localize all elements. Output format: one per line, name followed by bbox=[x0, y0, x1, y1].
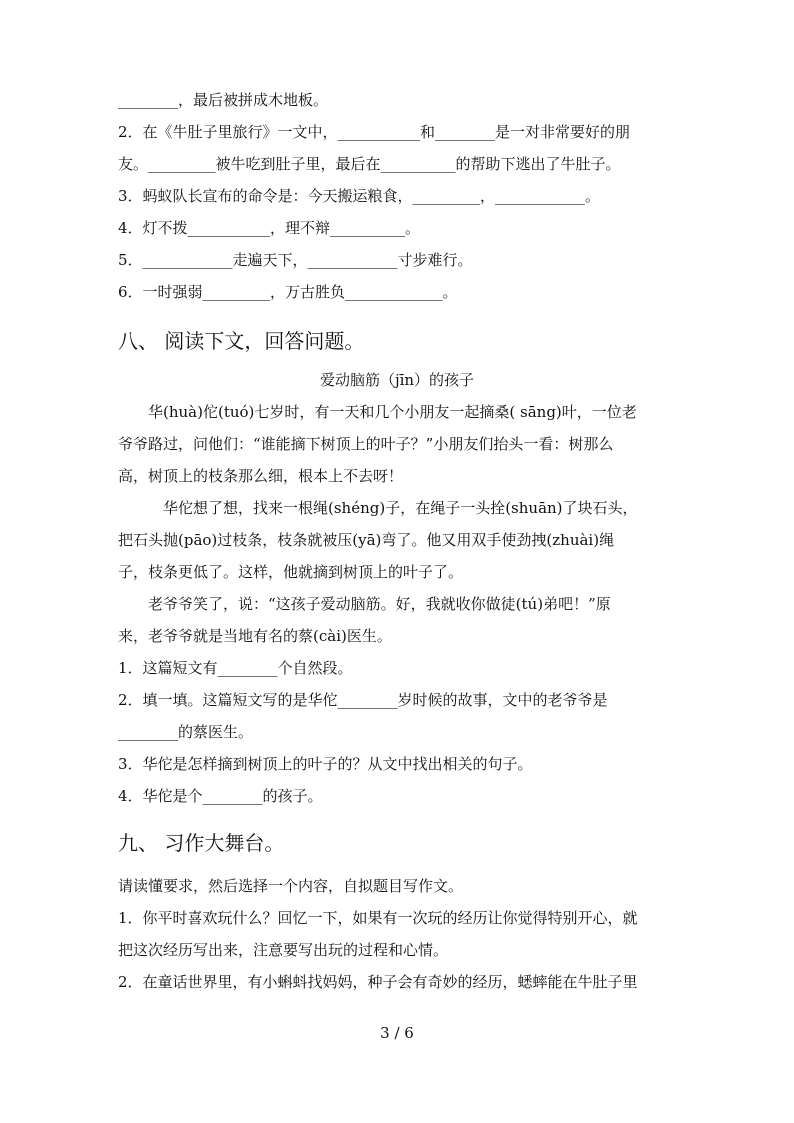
paragraph-line: 子，枝条更低了。这样，他就摘到树顶上的叶子了。 bbox=[118, 563, 464, 581]
page-number: 3 / 6 bbox=[380, 1024, 414, 1042]
text-line: 4．灯不拨___________，理不辩__________。 bbox=[118, 219, 421, 237]
paragraph-line: 爷爷路过，问他们：“谁能摘下树顶上的叶子？”小朋友们抬头一看：树那么 bbox=[118, 435, 614, 453]
section-title: 九、 习作大舞台。 bbox=[118, 831, 285, 855]
text-line: 5．____________走遍天下，____________寸步难行。 bbox=[118, 251, 473, 269]
text-line: 2．在童话世界里，有小蝌蚪找妈妈，种子会有奇妙的经历，蟋蟀能在牛肚子里 bbox=[118, 973, 638, 991]
section-title: 八、 阅读下文，回答问题。 bbox=[118, 329, 365, 353]
text-line: 6．一时强弱_________，万古胜负_____________。 bbox=[118, 283, 458, 301]
question-line: 3．华佗是怎样摘到树顶上的叶子的？从文中找出相关的句子。 bbox=[118, 755, 533, 773]
text-line: 把这次经历写出来，注意要写出玩的过程和心情。 bbox=[118, 941, 449, 959]
question-line: 4．华佗是个________的孩子。 bbox=[118, 787, 323, 805]
text-line: 友。_________被牛吃到肚子里，最后在__________的帮助下逃出了牛肚子。 bbox=[118, 155, 621, 173]
paragraph-line: 高，树顶上的枝条那么细，根本上不去呀！ bbox=[118, 467, 404, 485]
text-line: 请读懂要求，然后选择一个内容，自拟题目写作文。 bbox=[118, 877, 464, 895]
paragraph-line: 把石头抛(pāo)过枝条，枝条就被压(yā)弯了。他又用双手使劲拽(zhuài)绳 bbox=[118, 531, 615, 549]
paragraph-line: 华(huà)佗(tuó)七岁时，有一天和几个小朋友一起摘桑( sāng)叶，一位老 bbox=[118, 403, 637, 421]
paragraph-line: 来，老爷爷就是当地有名的蔡(cài)医生。 bbox=[118, 627, 392, 645]
question-line: 2．填一填。这篇短文写的是华佗________岁时候的故事，文中的老爷爷是 bbox=[118, 691, 608, 709]
paragraph-line: 华佗想了想，找来一根绳(shéng)子，在绳子一头拴(shuān)了块石头， bbox=[118, 499, 638, 517]
text-line: 1．你平时喜欢玩什么？回忆一下，如果有一次玩的经历让你觉得特别开心，就 bbox=[118, 909, 638, 927]
text-line: 2．在《牛肚子里旅行》一文中，___________和________是一对非常要好的朋 bbox=[118, 123, 631, 141]
text-line: ________，最后被拼成木地板。 bbox=[118, 91, 329, 109]
question-line: ________的蔡医生。 bbox=[118, 723, 254, 741]
question-line: 1．这篇短文有________个自然段。 bbox=[118, 659, 353, 677]
text-line: 3．蚂蚁队长宣布的命令是：今天搬运粮食，_________，____________。 bbox=[118, 187, 601, 205]
story-title: 爱动脑筋（jīn）的孩子 bbox=[319, 371, 475, 389]
paragraph-line: 老爷爷笑了，说：“这孩子爱动脑筋。好，我就收你做徒(tú)弟吧！”原 bbox=[118, 595, 611, 613]
